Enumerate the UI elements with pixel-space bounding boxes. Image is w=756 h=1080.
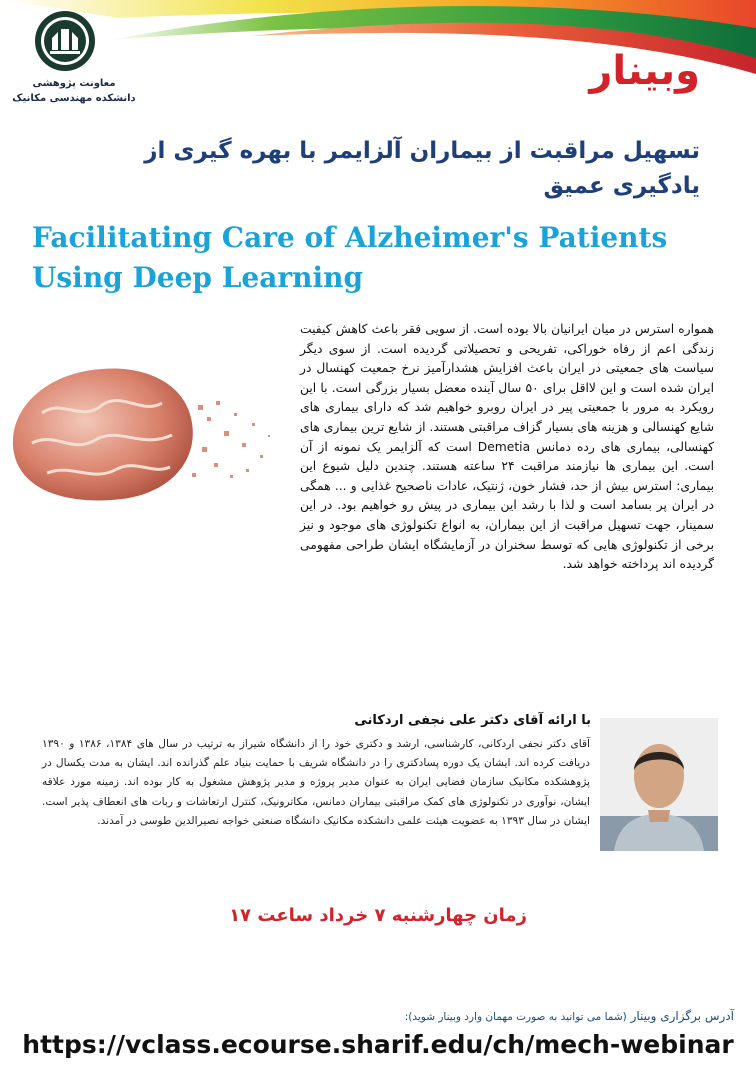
webinar-time: زمان چهارشنبه ۷ خرداد ساعت ۱۷ — [229, 905, 527, 926]
address-label: آدرس برگزاری وبینار — [630, 1009, 734, 1023]
speaker-heading: با ارائه آقای دکتر علی نجفی اردکانی — [354, 713, 591, 728]
brain-illustration-icon — [2, 343, 280, 528]
speaker-photo — [600, 718, 718, 851]
university-logo-icon — [34, 10, 96, 72]
webinar-abstract: همواره استرس در میان ایرانیان بالا بوده است. از سویی فقر باعث کاهش کیفیت زندگی اعم از رفاه خوراکی، تفریحی و تحصیلاتی گردیده است. از سوی دیگر سیاست های جمعیتی در ایران باعث افزایش هشدارآمیز نرخ جمعیت کهنسال در ایران شده است و این لااقل برای ۵۰ سال آینده معضل بسیار بزرگی است. با این رویکرد به مرور با جمعیتی پیر در ایران روبرو خواهیم شد که دارای بیماری های شایع کهنسالی و هزینه های بسیار گزاف مراقبتی هستند. از شایع ترین بیماری های کهنسالی، بیماری های رده دمانس Demetia است که آلزایمر یک نمونه از آن است. این بیماری ها نیازمند مراقبت ۲۴ ساعته هستند. چندین دلیل شیوع این بیماری: استرس بیش از حد، فشار خون، ژنتیک، عادات ناصحیح غذایی و ... همگی در ایران پر بسامد است و لذا با رشد این بیماری در پیش رو خواهیم بود. در این سمینار، جهت تسهیل مراقبت از این بیماران، به انواع تکنولوژی های موجود و نیز برخی از تکنولوژی هایی که توسط سخنران در آزمایشگاه ایشان طراحی مفهومی گردیده اند پرداخته خواهد شد. — [300, 322, 715, 572]
speaker-bio: آقای دکتر نجفی اردکانی، کارشناسی، ارشد و دکتری خود را از دانشگاه شیراز به ترتیب در سال های ۱۳۸۴، ۱۳۸۶ و ۱۳۹۰ دریافت کرده اند. ایشان یک دوره پسادکتری را در دانشگاه شریف با حمایت بنیاد علم گذرانده اند. ایشان به مدت یکسال در پژوهشکده مکانیک سازمان فضایی ایران به عنوان مدیر پروژه و مدیر پژوهش مشغول به کار بوده اند. زمینه مورد علاقه ایشان، نوآوری در تکنولوژی های کمک مراقبتی بیماران دمانس، مکاترونیک، کنترل ارتعاشات و ربات های انعطاف پذیر است. ایشان در سال ۱۳۹۳ به عضویت هیئت علمی دانشکده مکانیک دانشگاه صنعتی خواجه نصیرالدین طوسی در آمدند. — [42, 738, 590, 827]
webinar-subtitle-persian: تسهیل مراقبت از بیماران آلزایمر با بهره گیری از یادگیری عمیق — [144, 138, 700, 199]
webinar-url-link[interactable]: https://vclass.ecourse.sharif.edu/ch/mech-webinar — [22, 1030, 734, 1059]
webinar-title: وبینار — [589, 48, 700, 94]
webinar-address-label — [405, 1009, 734, 1023]
address-note: (شما می توانید به صورت مهمان وارد وبینار شوید): — [404, 1011, 627, 1023]
org-line-research-deputy: معاونت پژوهشی — [32, 78, 116, 89]
org-line-mechanical-faculty: دانشکده مهندسی مکانیک — [12, 93, 136, 104]
title-en-line-2: Using Deep Learning — [32, 261, 364, 294]
webinar-title-english — [32, 218, 672, 298]
title-en-line-1: Facilitating Care of Alzheimer's Patients — [32, 221, 668, 254]
